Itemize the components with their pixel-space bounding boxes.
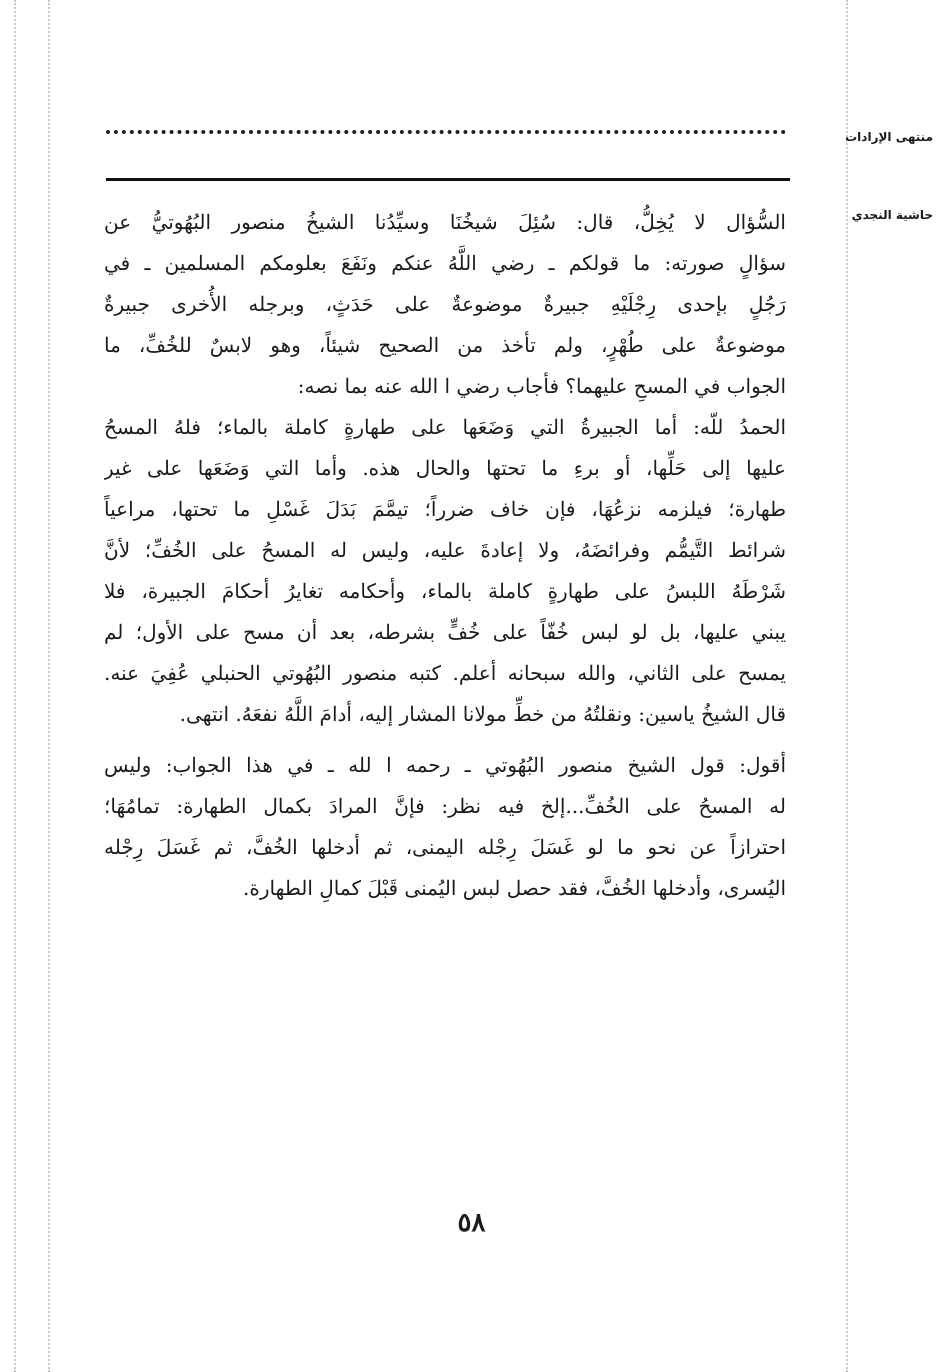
paragraph-2 (104, 407, 786, 735)
page-body (104, 202, 786, 909)
text-line: عليها إلى حَلِّها، أو برءِ ما تحتها والحال هذه. وأما التي وَضَعَها على غير (104, 456, 786, 480)
text-line: طهارة؛ فيلزمه نزعُهَا، فإن خاف ضرراً؛ تيمَّمَ بَدَلَ غَسْلِ ما تحتها، مراعياً (104, 497, 786, 521)
header-rule (106, 178, 790, 181)
text-line: احترازاً عن نحو ما لو غَسَلَ رِجْله اليمنى، ثم أدخلها الخُفَّ، ثم غَسَلَ رِجْله (104, 835, 786, 859)
text-line: شَرْطَهُ اللبسُ على طهارةٍ كاملة بالماء، وأحكامه تغايرُ أحكامَ الجبيرة، فلا (104, 579, 786, 603)
text-line: اليُسرى، وأدخلها الخُفَّ، فقد حصل لبس اليُمنى قَبْلَ كمالِ الطهارة. (243, 876, 786, 900)
paragraph-gap (104, 735, 786, 745)
text-line: رَجُلٍ بإحدى رِجْلَيْهِ جبيرةٌ موضوعةٌ على حَدَثٍ، وبرجله الأُخرى جبيرةٌ (104, 292, 786, 316)
text-line: له المسحُ على الخُفِّ...إلخ فيه نظر: فإنَّ المرادَ بكمال الطهارة: تمامُهَا؛ (104, 794, 786, 818)
text-line: أقول: قول الشيخ منصور البُهُوتي ـ رحمه ا لله ـ في هذا الجواب: وليس (104, 753, 786, 777)
text-line: قال الشيخُ ياسين: ونقلتُهُ من خطِّ مولانا المشار إليه، أدامَ اللَّهُ نفعَهُ. انتهى. (179, 702, 786, 726)
margin-guide-left-inner (48, 0, 50, 1372)
text-line: السُّؤال لا يُخِلُّ، قال: سُئِلَ شيخُنَا وسيِّدُنا الشيخُ منصور البُهُوتيُّ عن (104, 210, 786, 234)
paragraph-1 (104, 202, 786, 407)
paragraph-3 (104, 745, 786, 909)
text-line: الحمدُ للّه: أما الجبيرةُ التي وَضَعَها على طهارةٍ كاملة بالماء؛ فلهُ المسحُ (104, 415, 786, 439)
text-line: شرائط التَّيمُّم وفرائضَهُ، ولا إعادةَ عليه، وليس له المسحُ على الخُفِّ؛ لأنَّ (104, 538, 786, 562)
header-dotted-rule (106, 130, 786, 134)
text-line: موضوعةٌ على طُهْرٍ، ولم تأخذ من الصحيح شيئاً، وهو لابسٌ للخُفِّ، ما (104, 333, 786, 357)
text-line: يبني عليها، بل لو لبس خُفّاً على خُفٍّ بشرطه، بعد أن مسح على الأول؛ لم (104, 620, 786, 644)
text-line: الجواب في المسحِ عليهما؟ فأجاب رضي ا الله عنه بما نصه: (297, 374, 786, 398)
text-line: سؤالٍ صورته: ما قولكم ـ رضي اللَّهُ عنكم ونَفَعَ بعلومكم المسلمين ـ في (104, 251, 786, 275)
page-number: ٥٨ (457, 1208, 486, 1238)
side-title: حاشية النجدي (851, 208, 933, 222)
text-line: يمسح على الثاني، والله سبحانه أعلم. كتبه منصور البُهُوتي الحنبلي عُفِيَ عنه. (104, 661, 786, 685)
margin-guide-right (846, 0, 848, 1372)
margin-guide-left (14, 0, 16, 1372)
running-title: منتهى الإرادات (845, 130, 933, 144)
